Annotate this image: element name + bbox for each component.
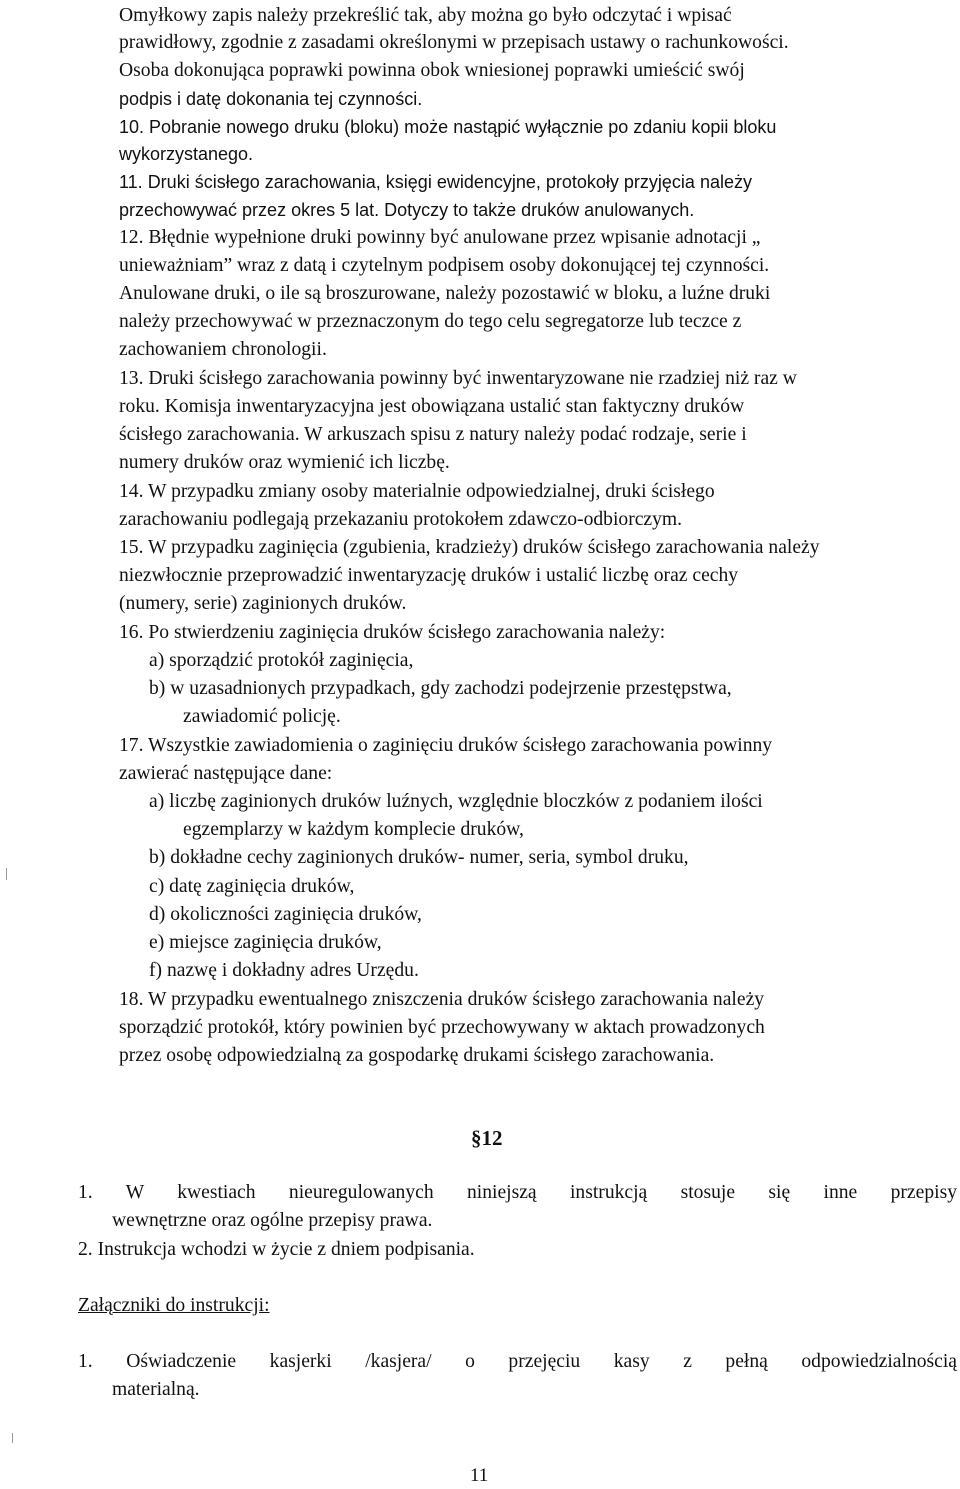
text-line: zawierać następujące dane: [119,763,333,784]
text-line: numery druków oraz wymienić ich liczbę. [119,452,450,473]
text-line: przez osobę odpowiedzialną za gospodarkę drukami ścisłego zarachowania. [119,1045,715,1066]
text-line: 18. W przypadku ewentualnego zniszczenia druków ścisłego zarachowania należy [119,989,765,1010]
text-line: 12. Błędnie wypełnione druki powinny być anulowane przez wpisanie adnotacji „ [119,227,761,248]
text-line: (numery, serie) zaginionych druków. [119,593,407,614]
text-line: wewnętrzne oraz ogólne przepisy prawa. [112,1210,433,1231]
text-line: 1. W kwestiach nieuregulowanych niniejszą instrukcją stosuje się inne przepisy [78,1182,957,1203]
text-line: 17. Wszystkie zawiadomienia o zaginięciu druków ścisłego zarachowania powinny [119,735,773,756]
scan-speck [6,868,7,880]
text-line: należy przechowywać w przeznaczonym do tego celu segregatorze lub teczce z [119,311,742,332]
text-line: 2. Instrukcja wchodzi w życie z dniem podpisania. [78,1239,475,1260]
text-line: wykorzystanego. [119,144,254,164]
text-line: roku. Komisja inwentaryzacyjna jest obowiązana ustalić stan faktyczny druków [119,396,745,417]
text-line: c) datę zaginięcia druków, [149,876,355,897]
text-line: 1. Oświadczenie kasjerki /kasjera/ o przejęciu kasy z pełną odpowiedzialnością [78,1351,957,1372]
text-line: 15. W przypadku zaginięcia (zgubienia, kradzieży) druków ścisłego zarachowania należy [119,537,820,558]
text-line: 10. Pobranie nowego druku (bloku) może nastąpić wyłącznie po zdaniu kopii bloku [119,117,777,137]
text-line: egzemplarzy w każdym komplecie druków, [183,819,524,840]
text-line: 11. Druki ścisłego zarachowania, księgi ewidencyjne, protokoły przyjęcia należy [119,172,752,192]
section-heading: §12 [471,1126,503,1150]
text-line: sporządzić protokół, który powinien być przechowywany w aktach prowadzonych [119,1017,765,1038]
text-line: e) miejsce zaginięcia druków, [149,932,382,953]
text-line: 16. Po stwierdzeniu zaginięcia druków ścisłego zarachowania należy: [119,622,666,643]
attachments-heading: Załączniki do instrukcji: [78,1295,270,1316]
text-line: d) okoliczności zaginięcia druków, [149,904,422,925]
text-line: 13. Druki ścisłego zarachowania powinny być inwentaryzowane nie rzadziej niż raz w [119,368,797,389]
text-line: a) liczbę zaginionych druków luźnych, względnie bloczków z podaniem ilości [149,791,763,812]
text-line: ścisłego zarachowania. W arkuszach spisu z natury należy podać rodzaje, serie i [119,424,747,445]
text-line: a) sporządzić protokół zaginięcia, [149,650,414,671]
text-line: Omyłkowy zapis należy przekreślić tak, aby można go było odczytać i wpisać [119,5,732,26]
text-line: f) nazwę i dokładny adres Urzędu. [149,960,419,981]
text-line: zawiadomić policję. [183,706,341,727]
page-number: 11 [470,1465,489,1486]
text-line: niezwłocznie przeprowadzić inwentaryzację druków i ustalić liczbę oraz cechy [119,565,739,586]
scan-speck [12,1433,13,1443]
text-line: prawidłowy, zgodnie z zasadami określonymi w przepisach ustawy o rachunkowości. [119,32,789,53]
text-line: zachowaniem chronologii. [119,339,327,360]
text-line: Anulowane druki, o ile są broszurowane, należy pozostawić w bloku, a luźne druki [119,283,771,304]
text-line: 14. W przypadku zmiany osoby materialnie odpowiedzialnej, druki ścisłego [119,481,715,502]
text-line: Osoba dokonująca poprawki powinna obok wniesionej poprawki umieścić swój [119,60,745,81]
text-line: podpis i datę dokonania tej czynności. [119,89,423,109]
text-line: b) w uzasadnionych przypadkach, gdy zachodzi podejrzenie przestępstwa, [149,678,732,699]
text-line: unieważniam” wraz z datą i czytelnym podpisem osoby dokonującej tej czynności. [119,255,770,276]
text-line: zarachowaniu podlegają przekazaniu protokołem zdawczo-odbiorczym. [119,509,683,530]
text-line: b) dokładne cechy zaginionych druków- numer, seria, symbol druku, [149,847,689,868]
text-line: przechowywać przez okres 5 lat. Dotyczy to także druków anulowanych. [119,200,695,220]
text-line: materialną. [112,1379,200,1400]
